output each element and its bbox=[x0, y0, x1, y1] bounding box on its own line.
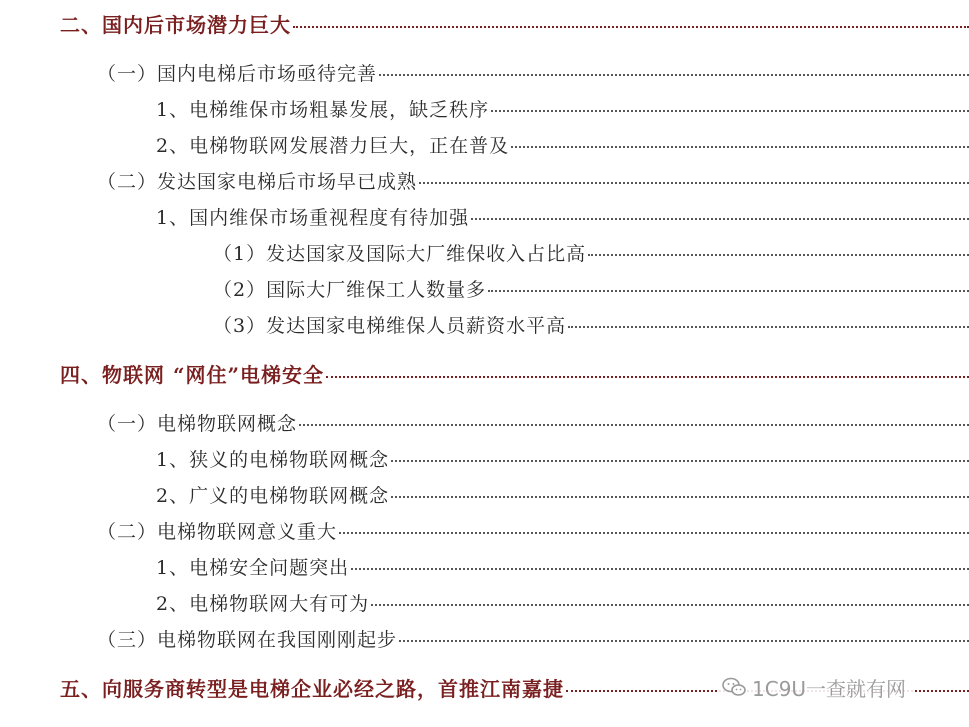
toc-entry-text: 1、狭义的电梯物联网概念 bbox=[156, 449, 390, 471]
toc-entry-text: （二）电梯物联网意义重大 bbox=[97, 521, 338, 543]
toc-entry[interactable] bbox=[156, 555, 969, 581]
dot-leader bbox=[488, 289, 969, 292]
dot-leader bbox=[379, 73, 969, 76]
wechat-icon bbox=[722, 677, 746, 697]
dot-leader bbox=[293, 25, 969, 28]
toc-entry-text: 1、电梯安全问题突出 bbox=[156, 557, 350, 579]
dot-leader bbox=[371, 603, 969, 606]
dot-leader bbox=[588, 253, 969, 256]
dot-leader bbox=[299, 423, 969, 426]
toc-entry[interactable] bbox=[213, 313, 969, 339]
toc-entry-text: 2、广义的电梯物联网概念 bbox=[156, 485, 390, 507]
dot-leader bbox=[339, 531, 969, 534]
toc-entry-text: （3）发达国家电梯维保人员薪资水平高 bbox=[213, 315, 567, 337]
toc-entry[interactable] bbox=[156, 591, 969, 617]
toc-entry[interactable] bbox=[156, 97, 969, 123]
dot-leader bbox=[419, 181, 969, 184]
dot-leader bbox=[568, 325, 969, 328]
toc-entry[interactable] bbox=[97, 627, 969, 653]
toc-entry[interactable] bbox=[97, 519, 969, 545]
toc-entry-text: 1、国内维保市场重视程度有待加强 bbox=[156, 207, 470, 229]
toc-entry[interactable] bbox=[97, 169, 969, 195]
toc-entry-text: 1、电梯维保市场粗暴发展，缺乏秩序 bbox=[156, 99, 490, 121]
toc-entry-text: 五、向服务商转型是电梯企业必经之路，首推江南嘉捷 bbox=[60, 677, 564, 701]
toc-entry[interactable] bbox=[156, 447, 969, 473]
toc-entry-text: （1）发达国家及国际大厂维保收入占比高 bbox=[213, 243, 587, 265]
toc-heading-2[interactable] bbox=[60, 12, 969, 38]
dot-leader bbox=[351, 567, 969, 570]
toc-entry[interactable] bbox=[156, 483, 969, 509]
toc-entry-text: （一）国内电梯后市场亟待完善 bbox=[97, 63, 378, 85]
toc-entry-text: （三）电梯物联网在我国刚刚起步 bbox=[97, 629, 398, 651]
dot-leader bbox=[491, 109, 969, 112]
dot-leader bbox=[399, 639, 969, 642]
toc-entry[interactable] bbox=[213, 277, 969, 303]
toc-entry[interactable] bbox=[156, 205, 969, 231]
dot-leader bbox=[511, 145, 969, 148]
toc-entry-text: 2、电梯物联网发展潜力巨大，正在普及 bbox=[156, 135, 510, 157]
dot-leader bbox=[326, 375, 969, 378]
dot-leader bbox=[391, 459, 969, 462]
toc-entry-text: 二、国内后市场潜力巨大 bbox=[60, 13, 291, 37]
toc-entry-text: （二）发达国家电梯后市场早已成熟 bbox=[97, 171, 418, 193]
toc-entry[interactable] bbox=[97, 411, 969, 437]
toc-entry-text: （一）电梯物联网概念 bbox=[97, 413, 298, 435]
dot-leader bbox=[471, 217, 969, 220]
toc-heading-4[interactable] bbox=[60, 362, 969, 388]
watermark-text: 1C9U一查就有网 bbox=[752, 676, 907, 701]
dot-leader bbox=[391, 495, 969, 498]
watermark bbox=[718, 670, 914, 704]
toc-entry[interactable] bbox=[97, 61, 969, 87]
toc-entry[interactable] bbox=[213, 241, 969, 267]
toc-entry-text: 2、电梯物联网大有可为 bbox=[156, 593, 370, 615]
toc-entry[interactable] bbox=[156, 133, 969, 159]
toc-entry-text: （2）国际大厂维保工人数量多 bbox=[213, 279, 487, 301]
toc-entry-text: 四、物联网 “网住”电梯安全 bbox=[60, 363, 324, 387]
